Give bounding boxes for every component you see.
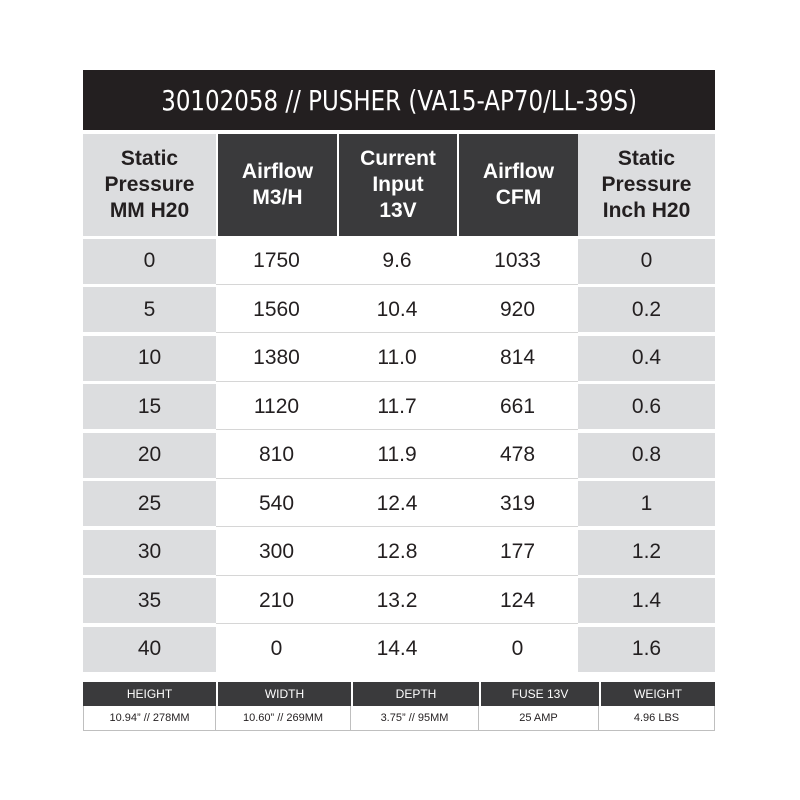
table-cell: 25: [83, 481, 216, 526]
table-cell: 14.4: [337, 627, 457, 672]
table-cell: 920: [457, 287, 578, 333]
table-cell: 177: [457, 530, 578, 576]
table-title: 30102058 // PUSHER (VA15-AP70/LL-39S): [161, 83, 637, 117]
column-header: Static Pressure MM H20: [83, 134, 216, 236]
table-cell: 11.9: [337, 433, 457, 479]
spec-header: HEIGHT: [83, 682, 216, 706]
dimensions-table: [83, 682, 715, 731]
table-cell: 300: [216, 530, 337, 576]
spec-value: 4.96 LBS: [599, 706, 715, 731]
table-cell: 5: [83, 287, 216, 332]
table-cell: 0.2: [578, 287, 715, 332]
table-cell: 12.4: [337, 481, 457, 527]
table-cell: 1033: [457, 239, 578, 285]
column-header: Airflow M3/H: [216, 134, 337, 236]
spec-header: WIDTH: [216, 682, 351, 706]
table-cell: 0: [83, 239, 216, 284]
column-header: Static Pressure Inch H20: [578, 134, 715, 236]
spec-value: 25 AMP: [479, 706, 599, 731]
performance-table: [83, 130, 715, 672]
table-cell: 0: [578, 239, 715, 284]
table-cell: 124: [457, 578, 578, 624]
table-cell: 814: [457, 336, 578, 382]
table-cell: 35: [83, 578, 216, 623]
table-cell: 11.7: [337, 384, 457, 430]
table-cell: 210: [216, 578, 337, 624]
table-cell: 1560: [216, 287, 337, 333]
table-cell: 540: [216, 481, 337, 527]
table-cell: 15: [83, 384, 216, 429]
column-header: Current Input 13V: [337, 134, 457, 236]
spec-value: 10.60” // 269MM: [216, 706, 351, 731]
table-cell: 0.4: [578, 336, 715, 381]
table-cell: 0: [457, 627, 578, 672]
table-cell: 661: [457, 384, 578, 430]
spec-sheet: [83, 70, 715, 731]
spec-value: 10.94” // 278MM: [83, 706, 216, 731]
table-cell: 1380: [216, 336, 337, 382]
table-cell: 30: [83, 530, 216, 575]
table-cell: 0.6: [578, 384, 715, 429]
table-cell: 10: [83, 336, 216, 381]
table-cell: 12.8: [337, 530, 457, 576]
table-cell: 1: [578, 481, 715, 526]
table-cell: 0.8: [578, 433, 715, 478]
table-cell: 1.2: [578, 530, 715, 575]
table-cell: 20: [83, 433, 216, 478]
spec-header: FUSE 13V: [479, 682, 599, 706]
table-cell: 11.0: [337, 336, 457, 382]
table-cell: 1120: [216, 384, 337, 430]
spec-header: WEIGHT: [599, 682, 715, 706]
table-cell: 810: [216, 433, 337, 479]
column-header: Airflow CFM: [457, 134, 578, 236]
table-cell: 1.4: [578, 578, 715, 623]
table-title-bar: [83, 70, 715, 130]
spec-header: DEPTH: [351, 682, 479, 706]
table-cell: 1.6: [578, 627, 715, 672]
table-cell: 40: [83, 627, 216, 672]
table-cell: 319: [457, 481, 578, 527]
table-cell: 13.2: [337, 578, 457, 624]
table-cell: 0: [216, 627, 337, 672]
table-cell: 1750: [216, 239, 337, 285]
spec-value: 3.75” // 95MM: [351, 706, 479, 731]
table-cell: 478: [457, 433, 578, 479]
table-cell: 9.6: [337, 239, 457, 285]
table-cell: 10.4: [337, 287, 457, 333]
